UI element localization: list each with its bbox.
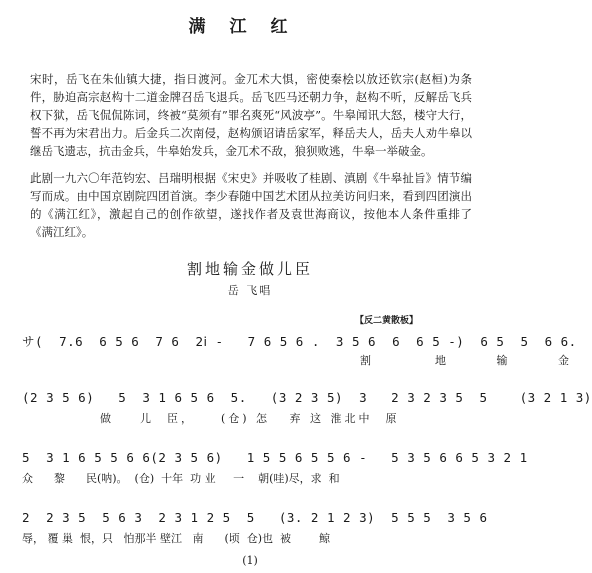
page-number: (1) — [242, 554, 258, 567]
history-paragraph: 此剧一九六〇年范钧宏、吕瑞明根据《宋史》并吸收了桂剧、滇剧《牛皋扯旨》情节编写而成。由中国京剧院四团首演。李少春随中国艺术团从拉美访问归来，看到四团演出的《满江红》，激起自己的创作欲望，遂找作者及袁世海商议，按他本人条件重排了《满江红》。 — [30, 171, 472, 239]
lyric-row-1: 割 地 输 金 — [360, 354, 579, 367]
notation-row-2: (2 3 5 6) 5 3 1 6 5 6 5. (3 2 3 5) 3 2 3 2 3 5 5 (3 2 1 3) — [22, 390, 592, 405]
notation-row-1: サ( 7.6 6 5 6 7 6 2ⅰ - 7 6 5 6 . 3 5 6 6 6 5 -) 6 5 5 6 6. — [22, 334, 577, 349]
intro-paragraph: 宋时，岳飞在朱仙镇大捷，指日渡河。金兀术大惧，密使秦桧以放还钦宗(赵桓)为条件，胁迫高宗赵构十二道金牌召岳飞退兵。岳飞匹马还朝力争，赵构不听，反解岳飞兵权下狱，岳飞侃侃陈词，终被“莫须有”罪名爽死“风波亭”。牛皋闻讯大怒，楼守大行，誓不再为宋君出力。后金兵二次南侵，赵构颁诏请岳家军，释岳夫人，岳夫人劝牛皋以继岳飞遗志，抗击金兵，牛皋始发兵，金兀术不敌，狼狈败逃，牛皋一举破金。 — [30, 72, 472, 158]
notation-row-4: 2 2 3 5 5 6 3 2 3 1 2 5 5 (3. 2 1 2 3) 5 5 5 3 5 6 — [22, 510, 488, 525]
lyric-row-4: 辱， 覆 巢 恨，只 怕那半 壁江 南 (顷 仓)也 被 鲸 — [22, 532, 330, 545]
notation-row-3: 5 3 1 6 5 5 6 6(2 3 5 6) 1 5 5 6 5 5 6 - 5 3 5 6 6 5 3 2 1 — [22, 450, 528, 465]
mode-label: 【反二黄散板】 — [355, 316, 419, 326]
song-title: 割地输金做儿臣 — [186, 260, 313, 278]
page-title: 满江红 — [188, 17, 312, 37]
singer-credit: 岳 飞唱 — [227, 284, 273, 297]
lyric-row-2: 做 儿 臣， (仓) 怎 弃 这 淮北中 原 — [100, 412, 400, 425]
lyric-row-3: 众 黎 民(呐)。 (仓) 十年 功 业 一 朝(哇)尽，求 和 — [22, 472, 340, 485]
